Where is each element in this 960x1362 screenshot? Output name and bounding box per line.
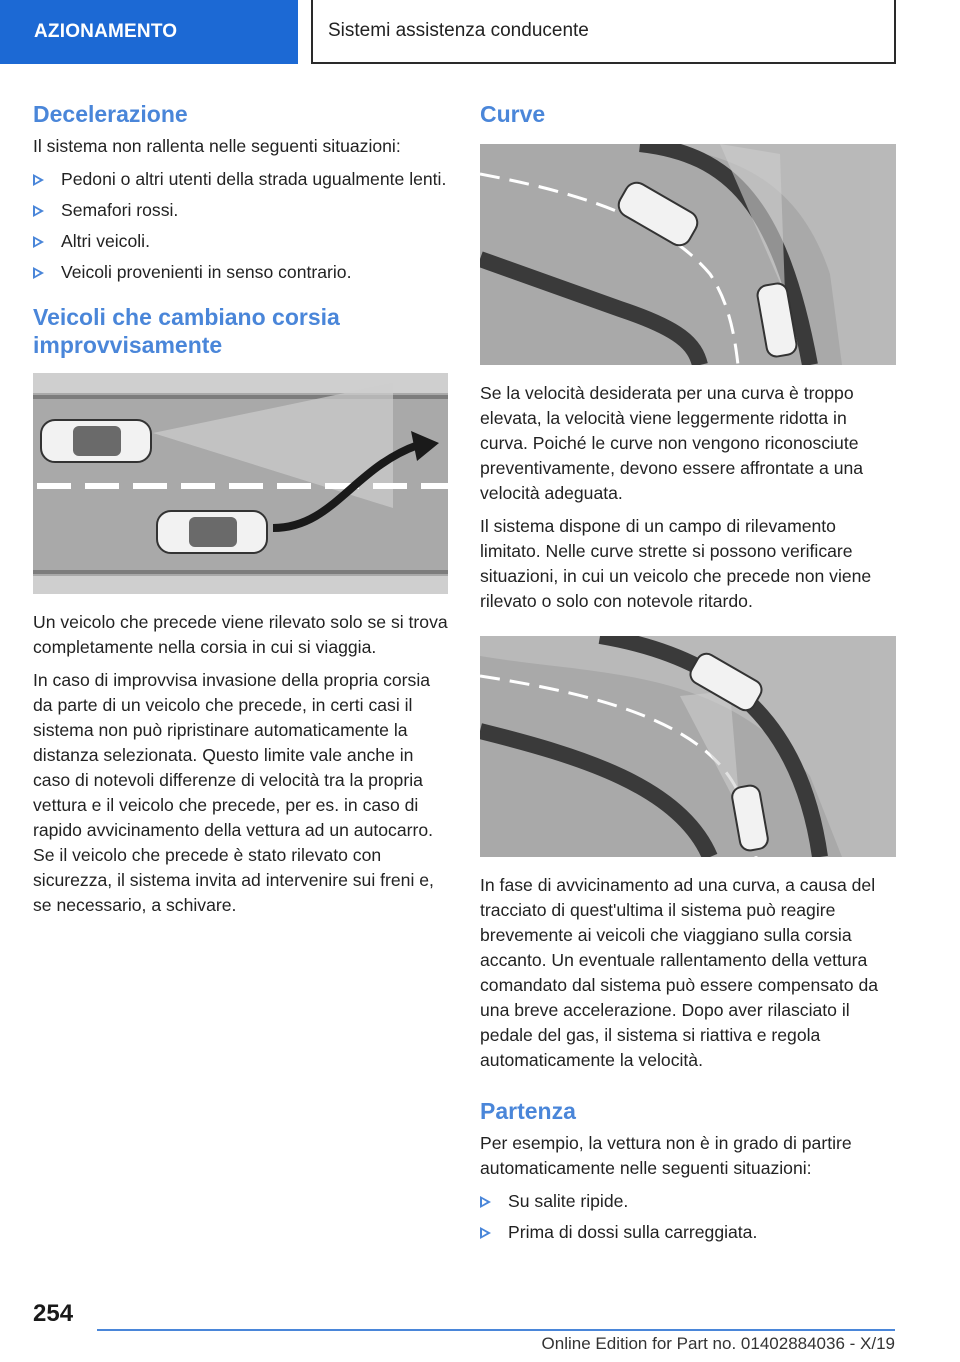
lane-change-illustration bbox=[33, 373, 448, 594]
start-list bbox=[480, 1189, 896, 1245]
deceleration-list bbox=[33, 167, 448, 285]
triangle-bullet-icon bbox=[33, 205, 44, 217]
lane-paragraph-2: In caso di improvvisa invasione della propria corsia da parte di un veicolo che precede, in certi casi il sistema non può ripristinare automaticamente la distanza selezionata. Questo limite vale anche in caso di notevoli differenze di velocità tra la propria vettura e il veicolo che precede, per es. in caso di rapido avvicinamento della vettura ad un autocarro. Se il veicolo che precede è stato rilevato con sicurezza, il sistema invita ad intervenire sui freni e, se necessario, a schivare. bbox=[33, 670, 434, 915]
lane-paragraph-1: Un veicolo che precede viene rilevato solo se si trova completamente nella corsia in cui si viaggia. bbox=[33, 612, 448, 657]
heading-deceleration: Decelerazione bbox=[33, 101, 188, 127]
list-item: Pedoni o altri utenti della strada ugualmente lenti. bbox=[33, 167, 448, 192]
start-intro: Per esempio, la vettura non è in grado di partire automaticamente nelle seguenti situazioni: bbox=[480, 1133, 852, 1178]
list-item: Su salite ripide. bbox=[480, 1189, 896, 1214]
triangle-bullet-icon bbox=[33, 236, 44, 248]
triangle-bullet-icon bbox=[480, 1227, 491, 1239]
heading-lane-change: Veicoli che cambiano corsia improvvisamente bbox=[33, 304, 340, 358]
heading-start: Partenza bbox=[480, 1098, 576, 1124]
curve-paragraph-3: In fase di avvicinamento ad una curva, a causa del tracciato di quest'ultima il sistema può reagire brevemente ai veicoli che viaggiano sulla corsia accanto. Un eventuale rallentamento della vettura comandato dal sistema può essere compensato da una breve accelerazione. Dopo aver rilasciato il pedale del gas, il sistema si riattiva e regola automaticamente la velocità. bbox=[480, 875, 879, 1070]
curve-illustration-2 bbox=[480, 636, 896, 857]
curve-paragraph-1: Se la velocità desiderata per una curva è troppo elevata, la velocità viene leggermente ridotta in curva. Poiché le curve non vengono riconosciute preventivamente, devono essere affrontate a una velocità adeguata. bbox=[480, 383, 864, 503]
left-column bbox=[33, 100, 448, 926]
curve-illustration-1 bbox=[480, 144, 896, 365]
curve-paragraph-2: Il sistema dispone di un campo di rilevamento limitato. Nelle curve strette si possono verificare situazioni, in cui un veicolo che precede non viene rilevato o solo con notevole ritardo. bbox=[480, 516, 872, 611]
triangle-bullet-icon bbox=[480, 1196, 491, 1208]
right-column bbox=[480, 100, 896, 1255]
chapter-title: Sistemi assistenza conducente bbox=[311, 0, 896, 64]
list-item: Semafori rossi. bbox=[33, 198, 448, 223]
list-item: Prima di dossi sulla carreggiata. bbox=[480, 1220, 896, 1245]
footer-divider bbox=[97, 1329, 895, 1331]
section-tab: AZIONAMENTO bbox=[0, 0, 298, 64]
triangle-bullet-icon bbox=[33, 267, 44, 279]
edition-note: Online Edition for Part no. 01402884036 - X/19 bbox=[541, 1334, 895, 1353]
triangle-bullet-icon bbox=[33, 174, 44, 186]
list-item: Veicoli provenienti in senso contrario. bbox=[33, 260, 448, 285]
heading-curves: Curve bbox=[480, 101, 546, 127]
deceleration-intro: Il sistema non rallenta nelle seguenti situazioni: bbox=[33, 136, 401, 156]
list-item: Altri veicoli. bbox=[33, 229, 448, 254]
page-number: 254 bbox=[33, 1300, 74, 1327]
